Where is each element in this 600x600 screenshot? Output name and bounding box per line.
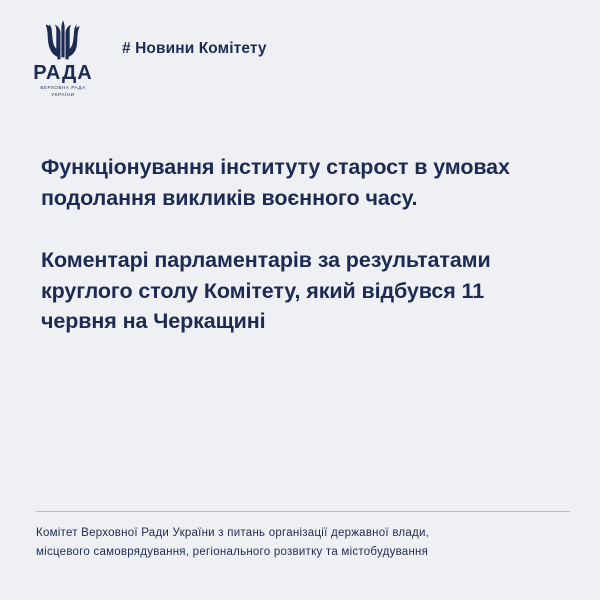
rada-logo-word: РАДА	[33, 62, 93, 84]
rada-logo-subtitle: ВЕРХОВНА РАДА УКРАЇНИ	[40, 85, 86, 97]
headline-paragraph: Функціонування інституту старост в умовах подолання викликів воєнного часу.	[41, 155, 510, 210]
footer-line-2: місцевого самоврядування, регіонального розвитку та містобудування	[36, 546, 429, 559]
card-body	[41, 152, 558, 337]
rada-logo	[26, 18, 100, 99]
card-header	[26, 18, 574, 98]
ukraine-trident-icon	[46, 20, 80, 60]
subline-paragraph: Коментарі парламентарів за результатами круглого столу Комітету, який відбувся 11 червня на Черкащині	[41, 248, 491, 334]
footer-line-1: Комітет Верховної Ради України з питань організації державної влади,	[36, 527, 430, 540]
footer-divider	[36, 511, 570, 512]
card-footer	[36, 511, 570, 562]
hashtag-label: # Новини Комітету	[122, 40, 267, 57]
